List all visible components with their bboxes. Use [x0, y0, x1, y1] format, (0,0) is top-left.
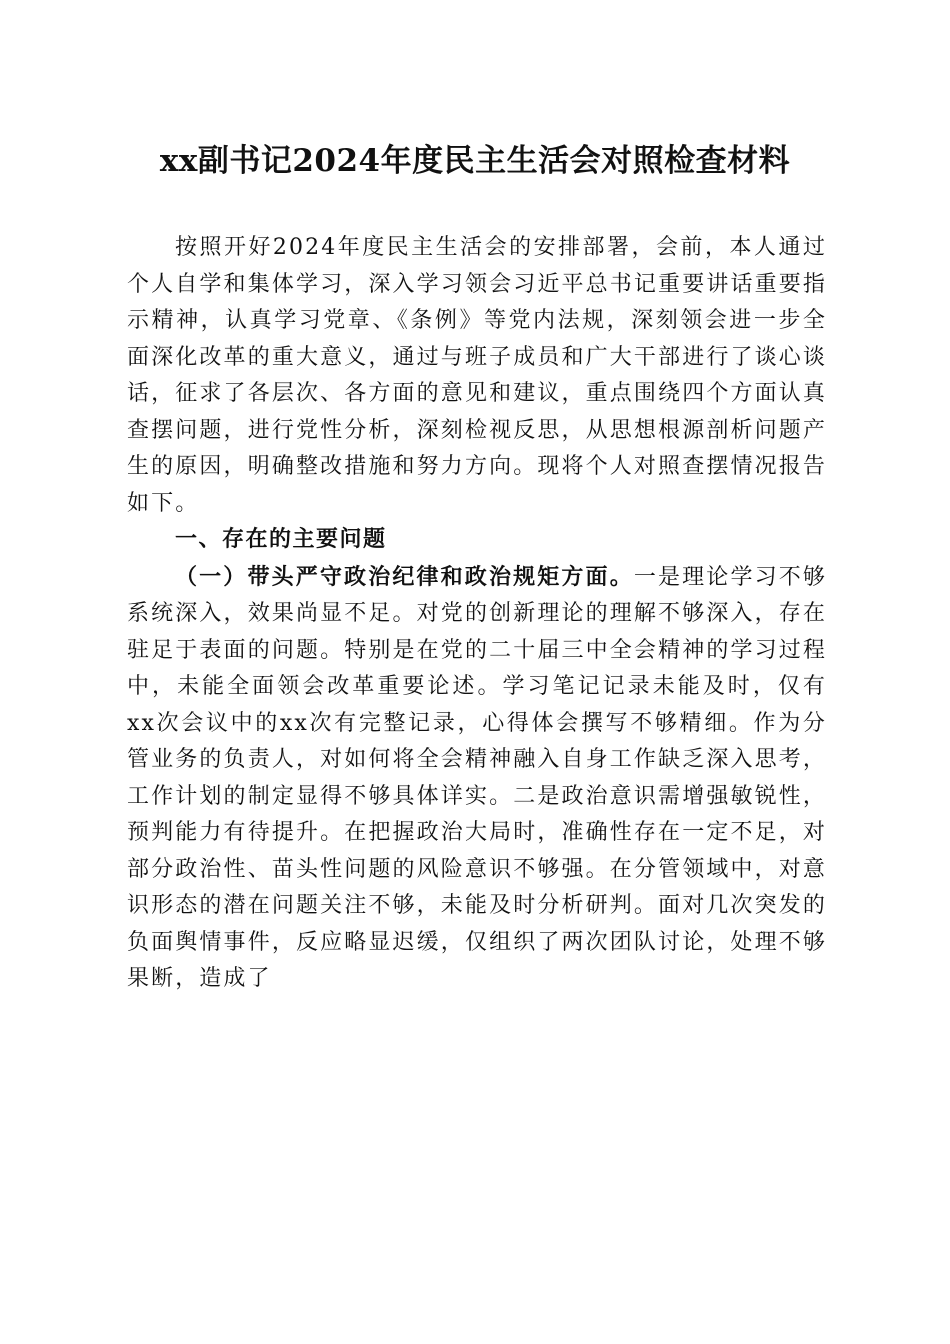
- intro-paragraph: 按照开好2024年度民主生活会的安排部署，会前，本人通过个人自学和集体学习，深入学习领会习近平总书记重要讲话重要指示精神，认真学习党章、《条例》等党内法规，深刻领会进一步全面深化改革的重大意义，通过与班子成员和广大干部进行了谈心谈话，征求了各层次、各方面的意见和建议，重点围绕四个方面认真查摆问题，进行党性分析，深刻检视反思，从思想根源剖析问题产生的原因，明确整改措施和努力方向。现将个人对照查摆情况报告如下。: [127, 235, 827, 516]
- section-heading: 一、存在的主要问题: [175, 527, 387, 552]
- subsection-heading: （一）带头严守政治纪律和政治规矩方面。: [175, 563, 634, 590]
- subsection-paragraph: [127, 559, 827, 998]
- subsection-body: 一是理论学习不够系统深入，效果尚显不足。对党的创新理论的理解不够深入，存在驻足于表面的问题。特别是在党的二十届三中全会精神的学习过程中，未能全面领会改革重要论述。学习笔记记录未能及时，仅有xx次会议中的xx次有完整记录，心得体会撰写不够精细。作为分管业务的负责人，对如何将全会精神融入自身工作缺乏深入思考，工作计划的制定显得不够具体详实。二是政治意识需增强敏锐性，预判能力有待提升。在把握政治大局时，准确性存在一定不足，对部分政治性、苗头性问题的风险意识不够强。在分管领域中，对意识形态的潜在问题关注不够，未能及时分析研判。面对几次突发的负面舆情事件，反应略显迟缓，仅组织了两次团队讨论，处理不够果断，造成了: [127, 564, 827, 991]
- document-body: [127, 230, 827, 998]
- document-title: xx副书记2024年度民主生活会对照检查材料: [159, 143, 791, 179]
